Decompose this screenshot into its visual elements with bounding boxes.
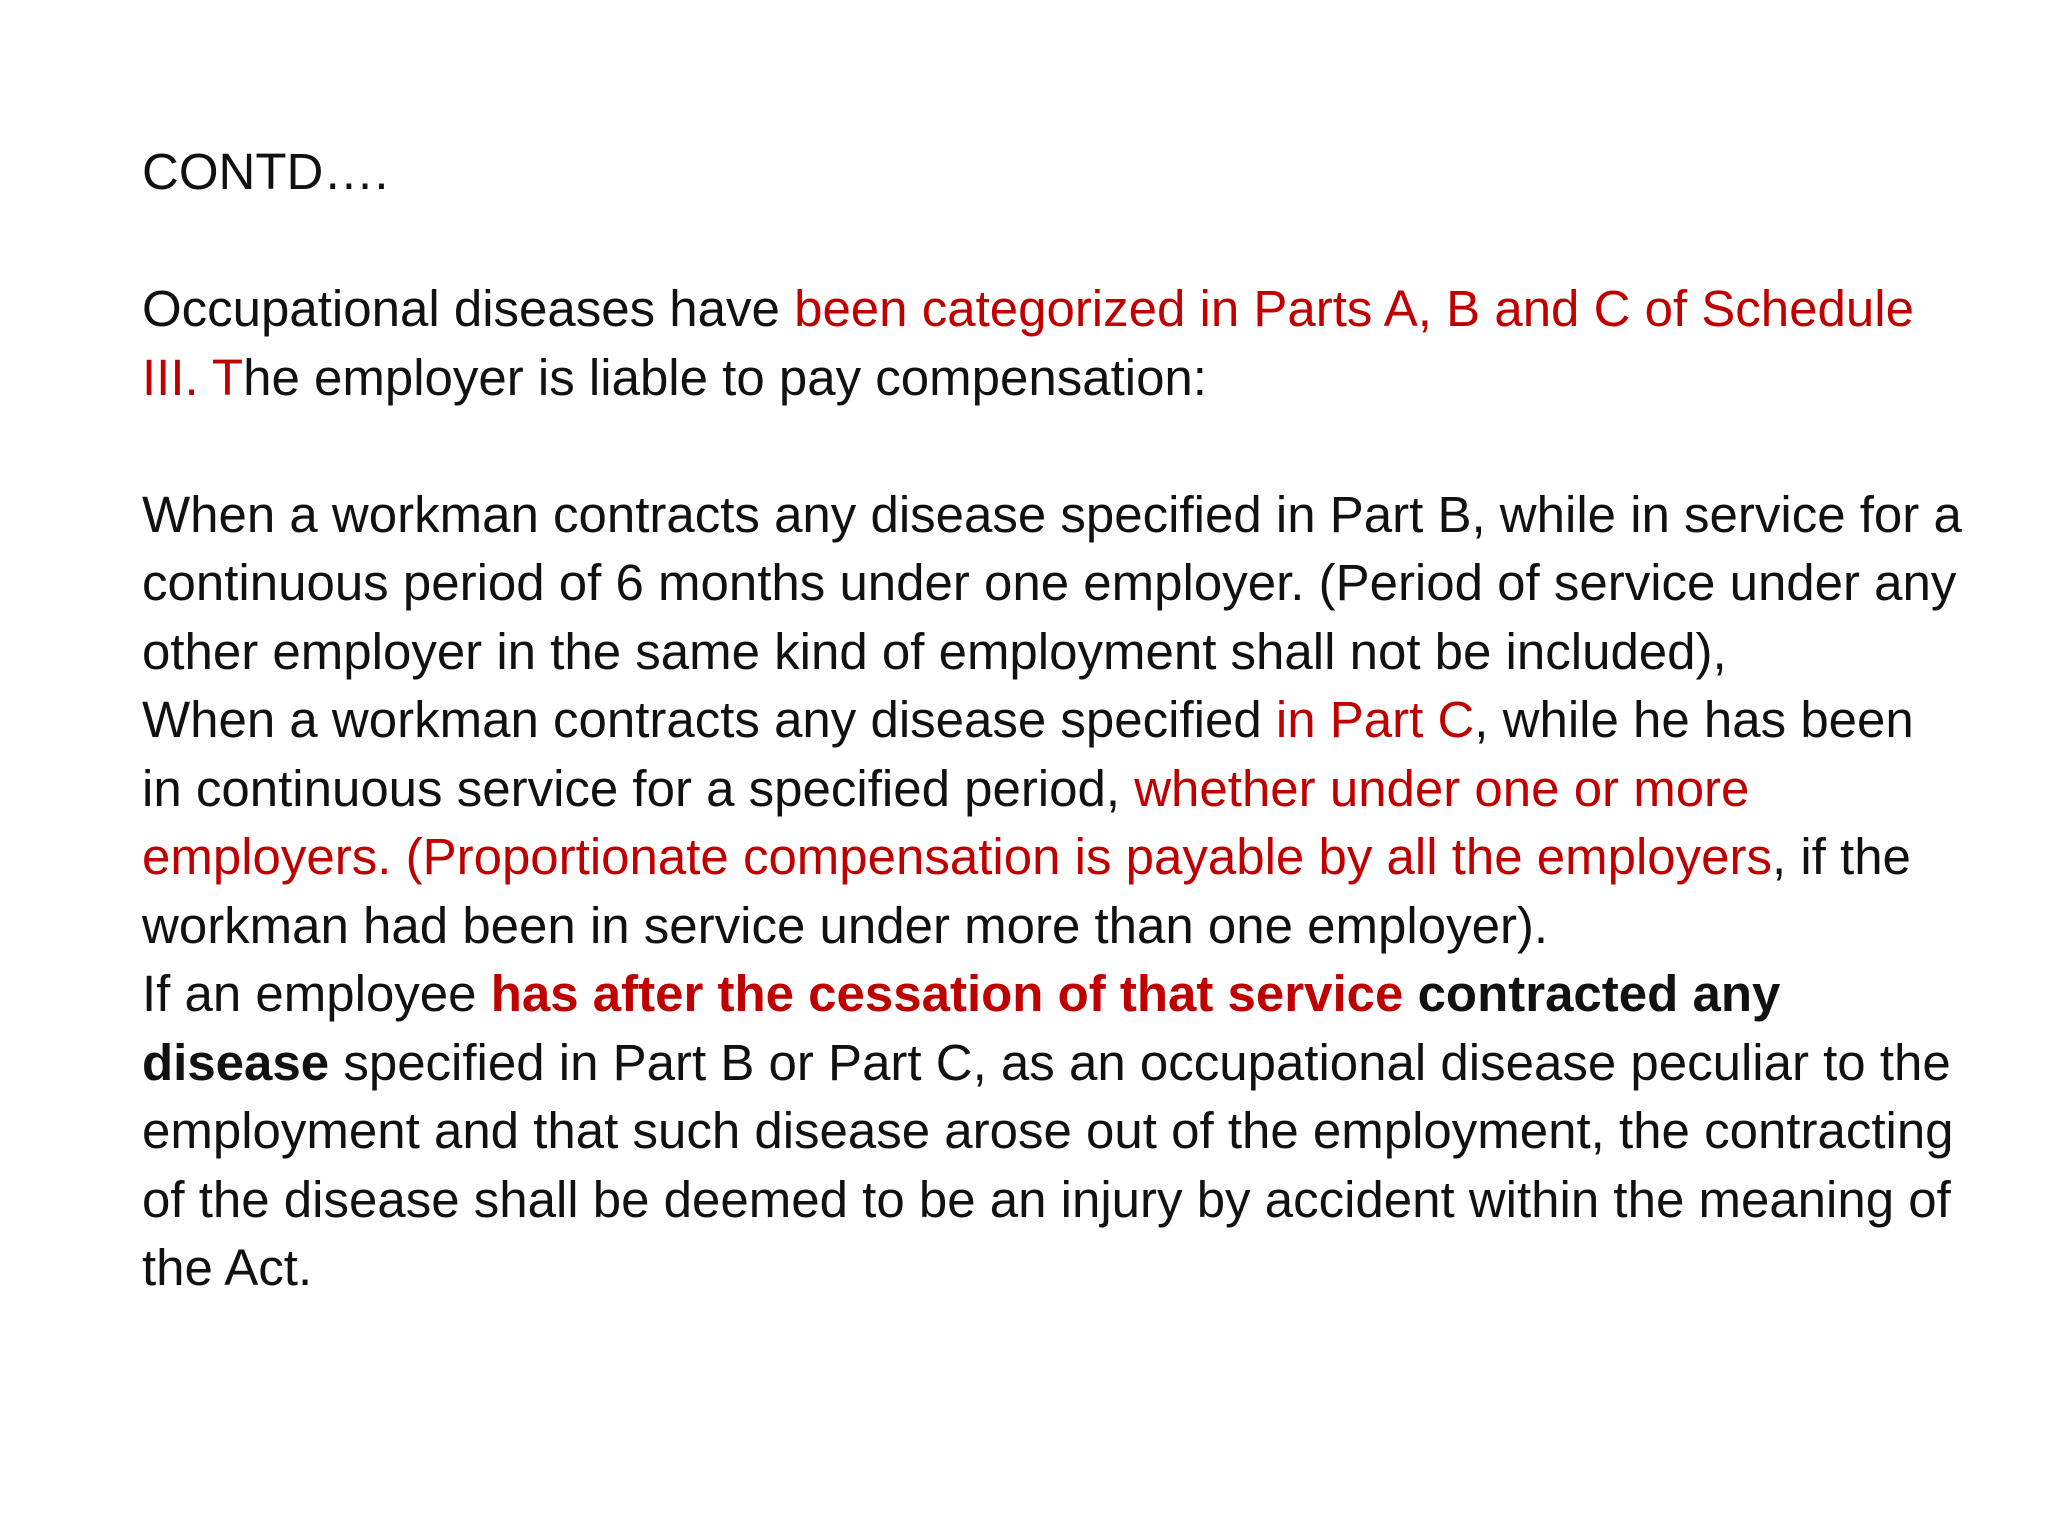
intro-text-2: he employer is liable to pay compensation: xyxy=(243,348,1207,406)
heading-text: CONTD…. xyxy=(142,143,389,200)
point-part-b-text: When a workman contracts any disease specified in Part B, while in service for a continuous period of 6 months under one employer. (Period of service under any other employer in the same kind of employment shall not be included), xyxy=(142,485,1962,680)
point-cessation xyxy=(142,960,1962,1303)
spacer xyxy=(142,412,1962,481)
slide-heading xyxy=(142,138,1962,207)
point-cessation-space xyxy=(1403,965,1417,1022)
slide-body xyxy=(142,138,1962,1303)
spacer xyxy=(142,207,1962,276)
point-part-c xyxy=(142,686,1962,960)
intro-text-1: Occupational diseases have xyxy=(142,280,795,337)
point-part-c-text-1: When a workman contracts any disease specified xyxy=(142,691,1276,748)
point-part-b xyxy=(142,481,1962,687)
point-part-c-highlight-2: whether under one or more employers. (Proportionate compensation is payable by all the employers xyxy=(142,759,1773,885)
point-part-c-text-2: , while he has been in continuous service for a specified period, xyxy=(142,691,1914,817)
point-part-c-highlight-1: in Part C xyxy=(1275,691,1475,748)
point-cessation-highlight: has after the cessation of that service xyxy=(490,965,1404,1022)
point-cessation-text-2: specified in Part B or Part C, as an occupational disease peculiar to the employment and that such disease arose out of the employment, the contracting of the disease shall be deemed to be an injury by accident within the meaning of the Act. xyxy=(142,1033,1954,1296)
point-cessation-bold: contracted any disease xyxy=(142,965,1781,1091)
point-cessation-text-1: If an employee xyxy=(142,965,491,1022)
point-part-c-text-3: , if the workman had been in service under more than one employer). xyxy=(142,828,1911,954)
intro-highlight: been categorized in Parts A, B and C of Schedule III. T xyxy=(142,280,1914,406)
intro-paragraph xyxy=(142,275,1962,412)
